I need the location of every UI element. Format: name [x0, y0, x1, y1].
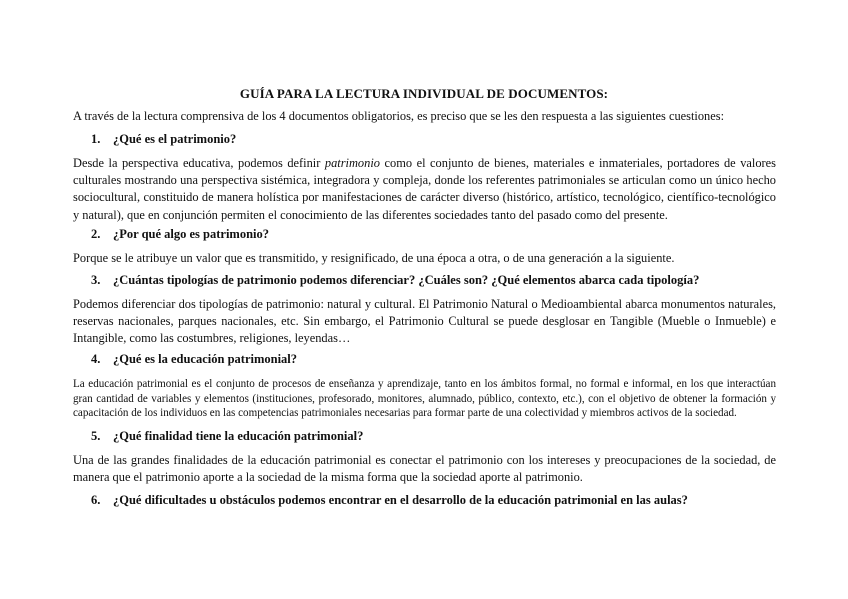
question-text: ¿Por qué algo es patrimonio?: [113, 227, 270, 241]
question-number: 4.: [91, 352, 101, 366]
question-text: ¿Qué dificultades u obstáculos podemos encontrar en el desarrollo de la educación patrimonial en las aulas?: [113, 493, 688, 507]
question-text: ¿Cuántas tipologías de patrimonio podemos diferenciar? ¿Cuáles son? ¿Qué elementos abarca cada tipología?: [113, 273, 700, 287]
question-number: 6.: [91, 493, 101, 507]
question-3: [91, 273, 699, 288]
answer-5: Una de las grandes finalidades de la educación patrimonial es conectar el patrimonio con los intereses y preocupaciones de la sociedad, de manera que el patrimonio aporte a la sociedad de la misma forma que la sociedad aporte al patrimonio.: [73, 453, 776, 485]
question-text: ¿Qué finalidad tiene la educación patrimonial?: [113, 429, 364, 443]
question-number: 5.: [91, 429, 101, 443]
intro-paragraph: A través de la lectura comprensiva de los 4 documentos obligatorios, es preciso que se les den respuesta a las siguientes cuestiones:: [73, 109, 725, 123]
answer-text: como el conjunto de bienes, materiales e inmateriales, portadores de valores culturales mostrando una perspectiva sistémica, integradora y compleja, donde los referentes patrimoniales se articulan como un único hecho sociocultural, constituido de manera holística por manifestaciones de carácter diverso (histórico, artístico, tecnológico, científico-tecnológico y natural), que en conjunción permiten el conocimiento de las diferentes sociedades tanto del pasado como del presente.: [73, 156, 776, 222]
answer-4: La educación patrimonial es el conjunto de procesos de enseñanza y aprendizaje, tanto en los ámbitos formal, no formal e informal, en los que interactúan gran cantidad de variables y elementos (instituciones, profesorado, monitores, alumnado, público, contexto, etc.), con el objetivo de obtener la formación y capacitación de los individuos en las competencias patrimoniales necesarias para formar parte de una colectividad y miembros activos de la sociedad.: [73, 378, 776, 420]
document-title: GUÍA PARA LA LECTURA INDIVIDUAL DE DOCUMENTOS:: [239, 86, 609, 101]
question-4: [91, 352, 297, 367]
answer-2: Porque se le atribuye un valor que es transmitido, y resignificado, de una época a otra, o de una generación a la siguiente.: [73, 251, 675, 265]
question-text: ¿Qué es el patrimonio?: [113, 132, 237, 146]
question-text: ¿Qué es la educación patrimonial?: [113, 352, 298, 366]
answer-text: Desde la perspectiva educativa, podemos definir: [73, 156, 325, 170]
answer-1: [73, 155, 776, 224]
question-number: 3.: [91, 273, 101, 287]
question-number: 1.: [91, 132, 101, 146]
question-number: 2.: [91, 227, 101, 241]
question-6: [91, 493, 688, 508]
answer-3: Podemos diferenciar dos tipologías de patrimonio: natural y cultural. El Patrimonio Natural o Medioambiental abarca monumentos naturales, reservas nacionales, parques nacionales, etc. Sin embargo, el Patrimonio Cultural se puede desglosar en Tangible (Mueble o Inmueble) e Intangible, como las costumbres, religiones, leyendas…: [73, 297, 776, 346]
answer-italic-term: patrimonio: [324, 156, 380, 170]
question-1: [91, 132, 236, 147]
question-2: [91, 227, 269, 242]
question-5: [91, 429, 363, 444]
